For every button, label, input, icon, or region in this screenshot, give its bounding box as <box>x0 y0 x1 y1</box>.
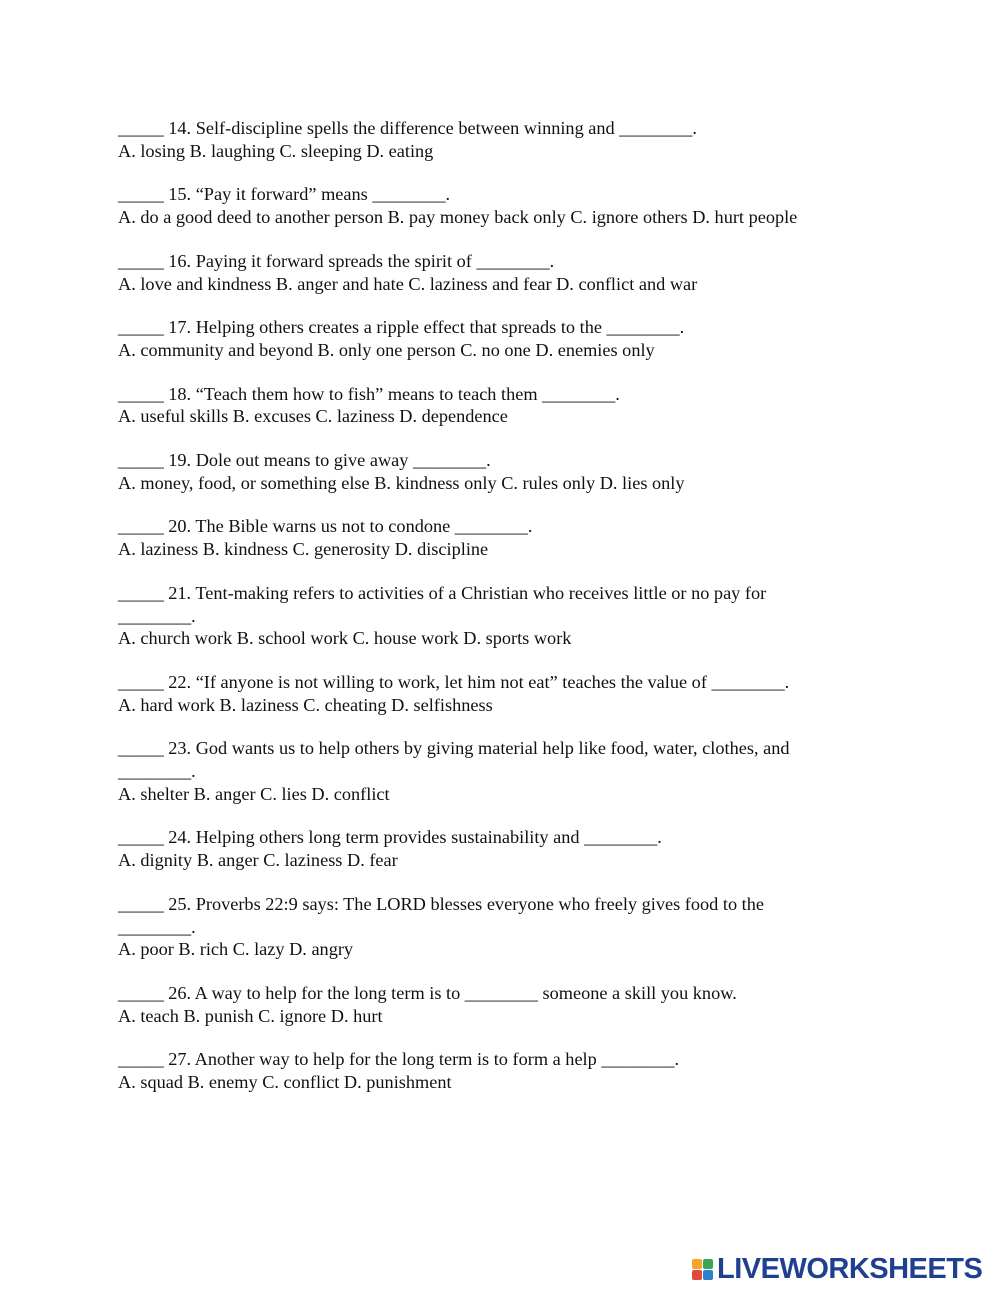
liveworksheets-logo-text: LIVEWORKSHEETS <box>717 1252 983 1285</box>
worksheet-body <box>118 117 858 1115</box>
answer-choices: A. money, food, or something else B. kindness only C. rules only D. lies only <box>118 472 685 493</box>
answer-choices: A. dignity B. anger C. laziness D. fear <box>118 850 398 871</box>
question-text: _____ 23. God wants us to help others by giving material help like food, water, clothes, and <box>118 738 790 759</box>
question-block <box>118 826 858 871</box>
question-block <box>118 893 858 961</box>
question-text: _____ 17. Helping others creates a ripple effect that spreads to the ________. <box>118 317 685 338</box>
logo-square <box>703 1259 713 1269</box>
question-text: _____ 22. “If anyone is not willing to work, let him not eat” teaches the value of ________. <box>118 671 790 692</box>
logo-square <box>692 1270 702 1280</box>
question-block <box>118 383 858 428</box>
question-text: ________. <box>118 761 196 782</box>
question-text: ________. <box>118 605 196 626</box>
question-text: _____ 15. “Pay it forward” means ________. <box>118 184 451 205</box>
question-block <box>118 316 858 361</box>
question-text: _____ 24. Helping others long term provides sustainability and ________. <box>118 827 662 848</box>
question-text: _____ 14. Self-discipline spells the difference between winning and ________. <box>118 118 697 138</box>
question-block <box>118 582 858 650</box>
answer-choices: A. community and beyond B. only one person C. no one D. enemies only <box>118 339 655 360</box>
question-text: _____ 25. Proverbs 22:9 says: The LORD blesses everyone who freely gives food to the <box>118 893 764 914</box>
question-block <box>118 117 858 162</box>
question-block <box>118 515 858 560</box>
question-text: _____ 26. A way to help for the long term is to ________ someone a skill you know. <box>118 982 737 1003</box>
question-block <box>118 671 858 716</box>
liveworksheets-logo[interactable] <box>692 1252 982 1286</box>
question-text: _____ 16. Paying it forward spreads the spirit of ________. <box>118 250 555 271</box>
question-block <box>118 449 858 494</box>
question-block <box>118 982 858 1027</box>
logo-square <box>692 1259 702 1269</box>
question-block <box>118 1048 858 1093</box>
question-block <box>118 250 858 295</box>
question-block <box>118 737 858 805</box>
question-text: _____ 19. Dole out means to give away ________. <box>118 450 491 471</box>
answer-choices: A. poor B. rich C. lazy D. angry <box>118 939 354 960</box>
logo-square <box>703 1270 713 1280</box>
liveworksheets-logo-icon <box>692 1259 713 1280</box>
question-text: _____ 20. The Bible warns us not to condone ________. <box>118 516 533 537</box>
answer-choices: A. losing B. laughing C. sleeping D. eating <box>118 140 434 161</box>
question-text: ________. <box>118 916 196 937</box>
question-block <box>118 183 858 228</box>
answer-choices: A. teach B. punish C. ignore D. hurt <box>118 1005 383 1026</box>
answer-choices: A. useful skills B. excuses C. laziness D. dependence <box>118 406 508 427</box>
answer-choices: A. squad B. enemy C. conflict D. punishment <box>118 1072 452 1093</box>
answer-choices: A. church work B. school work C. house work D. sports work <box>118 628 572 649</box>
answer-choices: A. laziness B. kindness C. generosity D. discipline <box>118 539 489 560</box>
answer-choices: A. shelter B. anger C. lies D. conflict <box>118 783 390 804</box>
question-text: _____ 18. “Teach them how to fish” means to teach them ________. <box>118 383 620 404</box>
answer-choices: A. love and kindness B. anger and hate C. laziness and fear D. conflict and war <box>118 273 698 294</box>
question-text: _____ 21. Tent-making refers to activities of a Christian who receives little or no pay for <box>118 582 767 603</box>
answer-choices: A. hard work B. laziness C. cheating D. selfishness <box>118 694 493 715</box>
question-text: _____ 27. Another way to help for the long term is to form a help ________. <box>118 1049 680 1070</box>
answer-choices: A. do a good deed to another person B. pay money back only C. ignore others D. hurt people <box>118 207 798 228</box>
